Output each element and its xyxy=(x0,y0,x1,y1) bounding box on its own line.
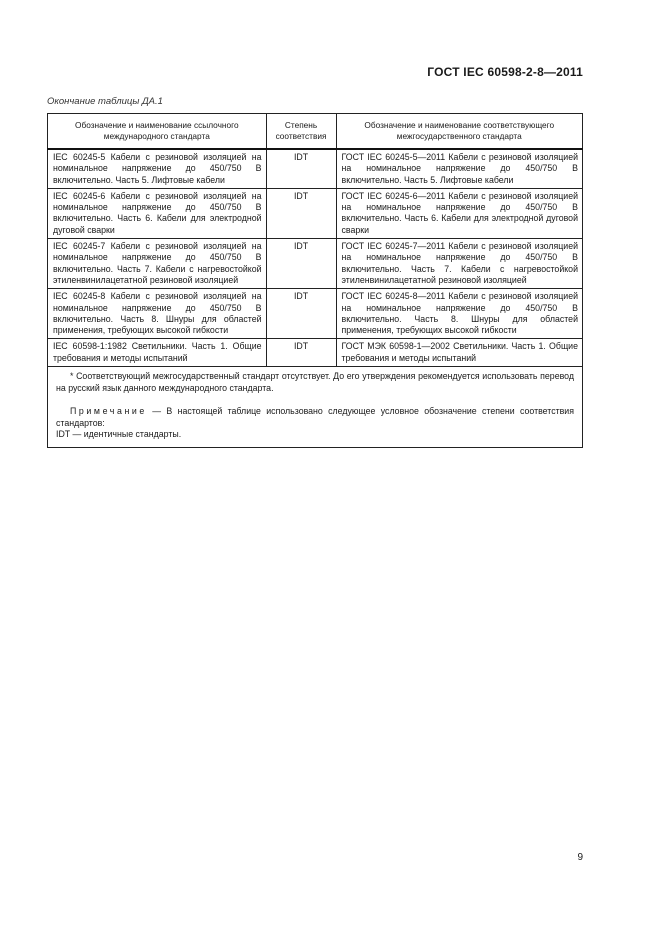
document-code: ГОСТ IEC 60598-2-8—2011 xyxy=(427,65,583,79)
header-degree: Степень соответствия xyxy=(266,114,336,150)
national-standard-cell: ГОСТ МЭК 60598-1—2002 Светильники. Часть 1. Общие требования и методы испытаний xyxy=(336,339,582,367)
reference-standard-cell: IEC 60245-7 Кабели с резиновой изоляцией на номинальное напряжение до 450/750 В включительно. Часть 7. Кабели с нагревостойкой этиленвинилацетатной резиновой изоляцией xyxy=(48,239,267,289)
degree-cell: IDT xyxy=(266,149,336,188)
table-footer-row xyxy=(48,367,583,448)
page-number: 9 xyxy=(577,852,583,863)
note-label: Примечание xyxy=(70,406,147,417)
note xyxy=(56,406,574,429)
table-header-row xyxy=(48,114,583,150)
degree-cell: IDT xyxy=(266,239,336,289)
note-text: — В настоящей таблице использовано следующее условное обозначение степени соответствия стандартов: xyxy=(56,406,574,428)
national-standard-cell: ГОСТ IEC 60245-7—2011 Кабели с резиновой изоляцией на номинальное напряжение до 450/750 В включительно. Часть 7. Кабели с нагревостойкой этиленвинилацетатной резиновой изоляцией xyxy=(336,239,582,289)
table-row xyxy=(48,339,583,367)
header-national-standard: Обозначение и наименование соответствующего межгосударственного стандарта xyxy=(336,114,582,150)
reference-standard-cell: IEC 60245-8 Кабели с резиновой изоляцией на номинальное напряжение до 450/750 В включительно. Часть 8. Шнуры для областей применения, требующих высокой гибкости xyxy=(48,289,267,339)
reference-standard-cell: IEC 60245-5 Кабели с резиновой изоляцией на номинальное напряжение до 450/750 В включительно. Часть 5. Лифтовые кабели xyxy=(48,149,267,188)
table-row xyxy=(48,149,583,188)
national-standard-cell: ГОСТ IEC 60245-8—2011 Кабели с резиновой изоляцией на номинальное напряжение до 450/750 В включительно. Часть 8. Шнуры для областей применения, требующих высокой гибкости xyxy=(336,289,582,339)
standards-table xyxy=(47,113,583,448)
degree-cell: IDT xyxy=(266,289,336,339)
footnote: * Соответствующий межгосударственный стандарт отсутствует. До его утверждения рекомендуется использовать перевод на русский язык данного международного стандарта. xyxy=(56,371,574,393)
degree-cell: IDT xyxy=(266,188,336,238)
table-row xyxy=(48,188,583,238)
reference-standard-cell: IEC 60245-6 Кабели с резиновой изоляцией на номинальное напряжение до 450/750 В включительно. Часть 6. Кабели для электродной дуговой сварки xyxy=(48,188,267,238)
table-row xyxy=(48,239,583,289)
degree-cell: IDT xyxy=(266,339,336,367)
national-standard-cell: ГОСТ IEC 60245-5—2011 Кабели с резиновой изоляцией на номинальное напряжение до 450/750 В включительно. Часть 5. Лифтовые кабели xyxy=(336,149,582,188)
note-item: IDT — идентичные стандарты. xyxy=(56,429,182,440)
reference-standard-cell: IEC 60598-1:1982 Светильники. Часть 1. Общие требования и методы испытаний xyxy=(48,339,267,367)
table-footer xyxy=(48,367,583,448)
table-row xyxy=(48,289,583,339)
table-caption: Окончание таблицы ДА.1 xyxy=(47,96,163,107)
header-reference-standard: Обозначение и наименование ссылочного международного стандарта xyxy=(48,114,267,150)
national-standard-cell: ГОСТ IEC 60245-6—2011 Кабели с резиновой изоляцией на номинальное напряжение до 450/750 В включительно. Часть 6. Кабели для электродной дуговой сварки xyxy=(336,188,582,238)
